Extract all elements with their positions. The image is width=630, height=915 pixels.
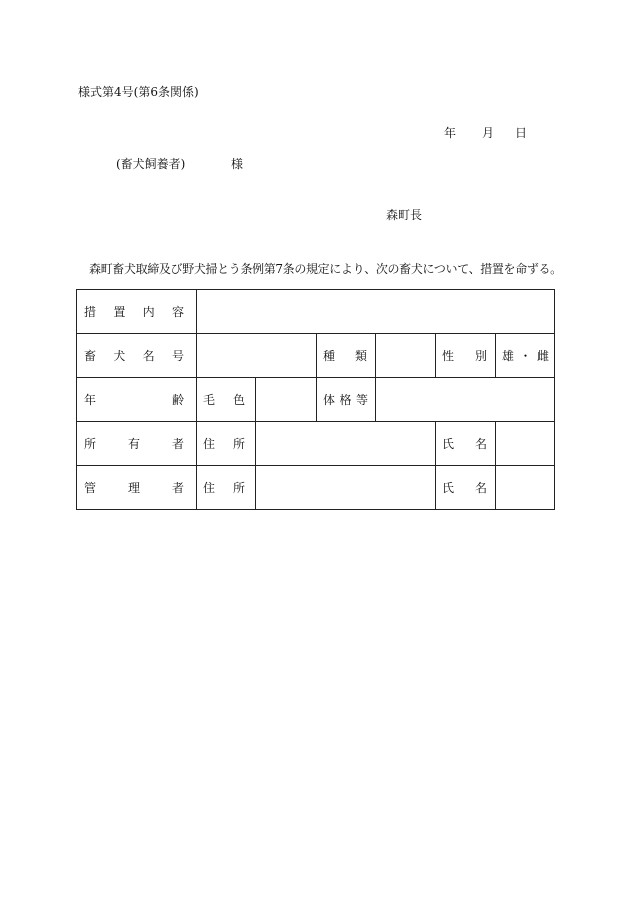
- table-row-owner: [77, 422, 555, 466]
- table-row-measure: [77, 290, 555, 334]
- coat-field[interactable]: [256, 378, 317, 422]
- owner-address-label-cell: [197, 422, 256, 466]
- coat-label-char: 毛: [203, 393, 216, 407]
- coat-label-cell: [197, 378, 256, 422]
- measure-label-char: 措: [84, 305, 97, 319]
- name-label-char: 名: [474, 481, 487, 495]
- age-label-char: 年: [84, 393, 97, 407]
- coat-label-char: 色: [232, 393, 245, 407]
- build-label-char: 等: [355, 393, 368, 407]
- form-number-label: 様式第4号(第6条関係): [78, 85, 199, 99]
- manager-address-label-cell: [197, 466, 256, 510]
- sex-option-female[interactable]: 雌: [537, 349, 550, 363]
- table-row-dog: [77, 334, 555, 378]
- breed-label-char: 類: [354, 349, 367, 363]
- breed-label-cell: [317, 334, 376, 378]
- breed-field[interactable]: [376, 334, 436, 378]
- issuer-name: 森町長: [386, 208, 423, 222]
- address-label-char: 所: [232, 437, 245, 451]
- manager-address-field[interactable]: [256, 466, 436, 510]
- manager-name-field[interactable]: [496, 466, 555, 510]
- sex-label-cell: [436, 334, 496, 378]
- measure-label-char: 内: [142, 305, 155, 319]
- owner-label-char: 所: [84, 437, 97, 451]
- address-label-char: 住: [203, 481, 216, 495]
- dog-name-label-cell: [77, 334, 197, 378]
- owner-label-char: 者: [171, 437, 184, 451]
- breed-label-char: 種: [323, 349, 336, 363]
- date-month-label: 月: [482, 126, 495, 140]
- manager-name-label-cell: [436, 466, 496, 510]
- table-row-age: [77, 378, 555, 422]
- date-day-label: 日: [515, 126, 528, 140]
- address-label-char: 住: [203, 437, 216, 451]
- build-field[interactable]: [376, 378, 555, 422]
- dog-name-label-char: 犬: [113, 349, 126, 363]
- table-row-manager: [77, 466, 555, 510]
- sex-options-cell[interactable]: [496, 334, 555, 378]
- recipient-label: (畜犬飼養者): [116, 157, 186, 171]
- sex-label-char: 性: [442, 349, 455, 363]
- measure-label-char: 置: [113, 305, 126, 319]
- dog-name-field[interactable]: [197, 334, 317, 378]
- measure-label-char: 容: [171, 305, 184, 319]
- owner-label-char: 有: [127, 437, 140, 451]
- owner-name-field[interactable]: [496, 422, 555, 466]
- manager-label-cell: [77, 466, 197, 510]
- name-label-char: 氏: [442, 437, 455, 451]
- age-label-char: 齢: [171, 393, 184, 407]
- build-label-cell: [317, 378, 376, 422]
- name-label-char: 名: [474, 437, 487, 451]
- build-label-char: 体: [323, 393, 336, 407]
- owner-address-field[interactable]: [256, 422, 436, 466]
- sex-option-male[interactable]: 雄: [502, 349, 515, 363]
- date-year-label: 年: [444, 126, 457, 140]
- manager-label-char: 理: [127, 481, 140, 495]
- order-body-text: 森町畜犬取締及び野犬掃とう条例第7条の規定により、次の畜犬について、措置を命ずる。: [89, 262, 562, 276]
- manager-label-char: 管: [84, 481, 97, 495]
- build-label-char: 格: [339, 393, 352, 407]
- sex-option-separator: ・: [519, 349, 532, 363]
- recipient-honorific: 様: [231, 157, 244, 171]
- manager-label-char: 者: [171, 481, 184, 495]
- name-label-char: 氏: [442, 481, 455, 495]
- owner-label-cell: [77, 422, 197, 466]
- measure-content-field[interactable]: [197, 290, 555, 334]
- owner-name-label-cell: [436, 422, 496, 466]
- dog-name-label-char: 名: [142, 349, 155, 363]
- sex-label-char: 別: [474, 349, 487, 363]
- measure-label-cell: [77, 290, 197, 334]
- age-label-cell: [77, 378, 197, 422]
- dog-name-label-char: 畜: [84, 349, 97, 363]
- dog-measure-table: [76, 289, 555, 510]
- dog-name-label-char: 号: [171, 349, 184, 363]
- address-label-char: 所: [232, 481, 245, 495]
